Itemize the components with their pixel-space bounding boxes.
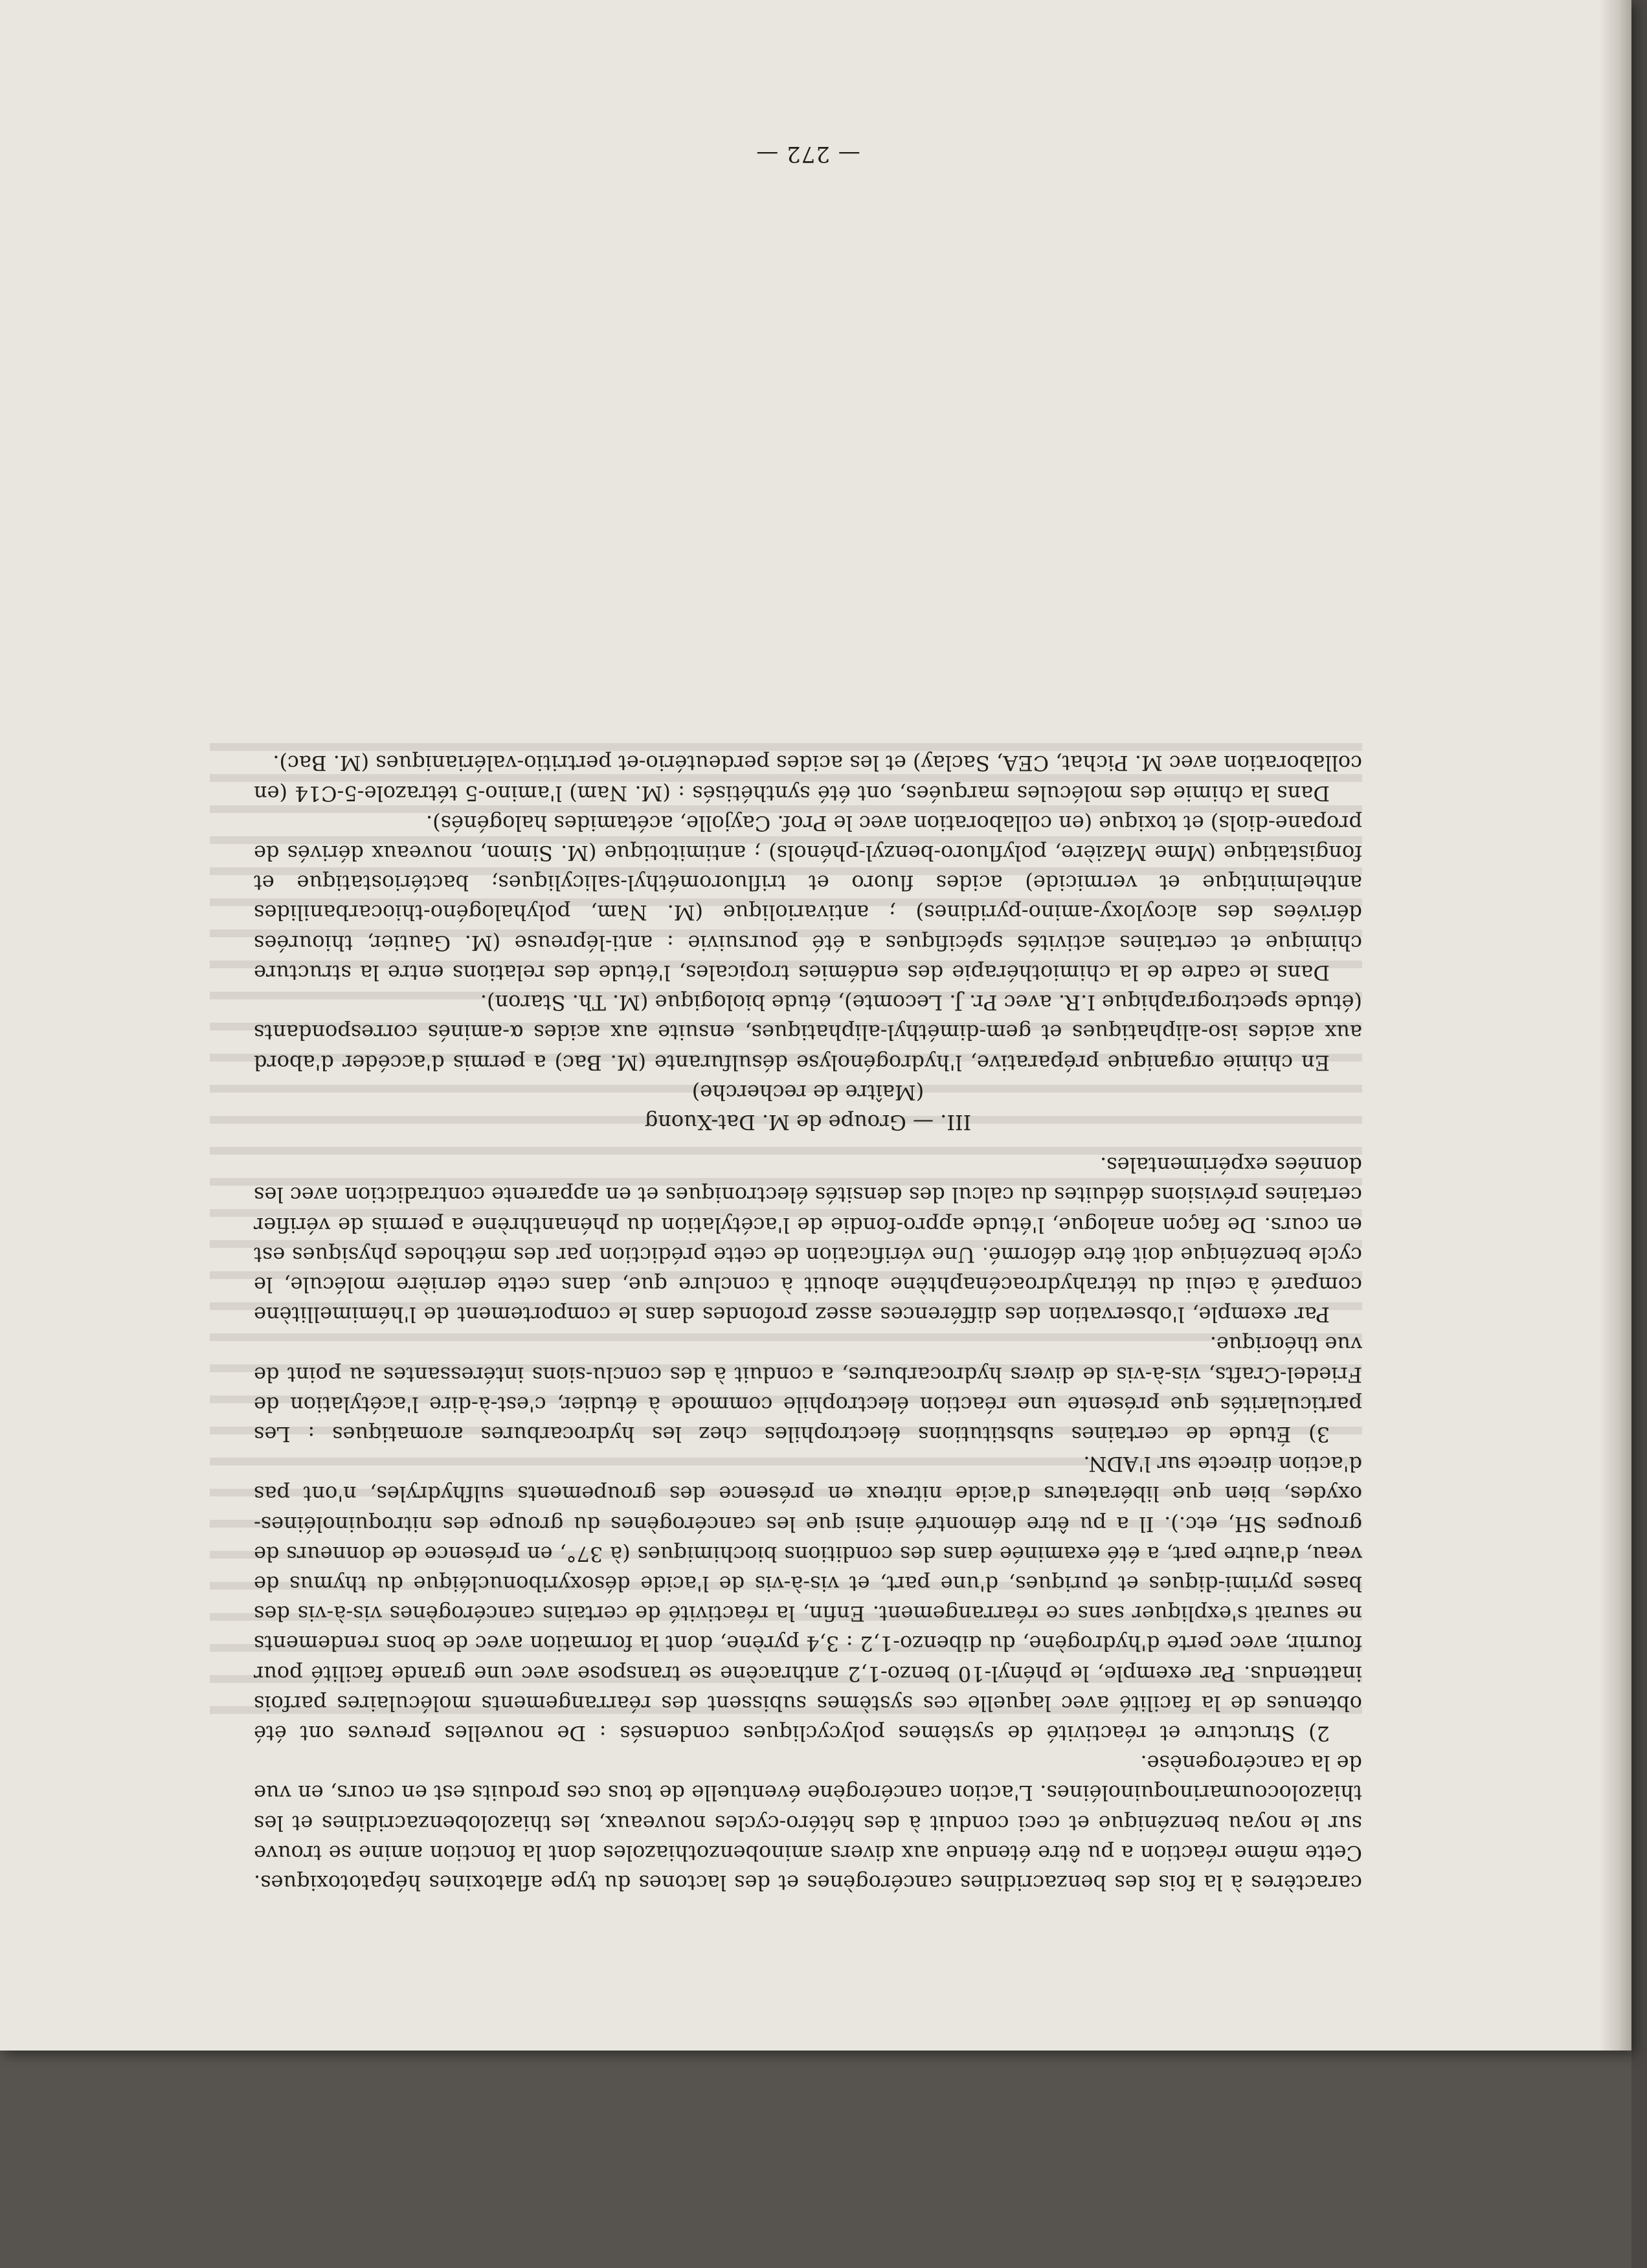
paragraph-preparative-chemistry: En chimie organique préparative, l'hydrogénolyse désulfurante (M. Bac) a permis d'accéder d'abord aux acides iso-aliphatiques et gem-diméthyl-aliphatiques, ensuite aux acides α-aminés correspondants (étude spectrographique I.R. avec Pr. J. Lecomte), étude biologique (M. Th. Staron). xyxy=(254,990,1362,1075)
page-body-text xyxy=(254,748,1362,1898)
paper-edge-shadow xyxy=(1599,0,1631,2051)
paragraph-electrophilic-substitution: 3) Étude de certaines substitutions électrophiles chez les hydrocarbures aromatiques : Les particularités que présente une réaction électrophile commode à étudier, c'est-à-dire l'acétylation de Friedel-Crafts, vis-à-vis de divers hydrocarbures, a conduit à des conclu-sions intéressantes au point de vue théorique. xyxy=(254,1332,1362,1447)
paragraph-example-acetylation: Par exemple, l'observation des différences assez profondes dans le comportement de l'hémimellitène comparé à celui du tétrahydroacénaphtène aboutit à conclure que, dans cette dernière molécule, le cycle benzénique doit être déformé. Une vérification de cette prédiction par des méthodes physiques est en cours. De façon analogue, l'étude appro-fondie de l'acétylation du phénanthrène a permis de vérifier certaines prévisions déduites du calcul des densités électroniques et en apparente contradiction avec les données expérimentales. xyxy=(254,1153,1362,1328)
section-heading: III. — Groupe de M. Dat-Xuong xyxy=(644,1109,972,1135)
paragraph-structure-reactivity: 2) Structure et réactivité de systèmes polycycliques condensés : De nouvelles preuves ont été obtenues de la facilité avec laquelle ces systèmes subissent des réarrangements moléculaires parfois inattendus. Par exemple, le phényl-10 benzo-1,2 anthracène se transpose avec une grande facilité pour fournir, avec perte d'hydrogène, du dibenzo-1,2 : 3,4 pyrène, dont la formation avec de bons rendements ne saurait s'expliquer sans ce réarrangement. Enfin, la réactivité de certains cancérogènes vis-à-vis des bases pyrimi-diques et puriques, d'une part, et vis-à-vis de l'acide désoxyribonucléique du thymus de veau, d'autre part, a été examinée dans des conditions biochimiques (à 37°, en présence de donneurs de groupes SH, etc.). Il a pu être démontré ainsi que les cancérogènes du groupe des nitroquinoléines-oxydes, bien que libérateurs d'acide nitreux en présence des groupements sulfhydryles, n'ont pas d'action directe sur l'ADN. xyxy=(254,1452,1362,1746)
paragraph-tropical-chemotherapy: Dans le cadre de la chimiothérapie des endémies tropicales, l'étude des relations entre la structure chimique et certaines activités spécifiques a été poursuivie : anti-lépreuse (M. Gautier, thiourées dérivées des alcoyloxy-amino-pyridines) ; antivariolique (M. Nam, polyhalogéno-thiocarbanilides anthelmintique et vermicide) acides fluoro et trifluorométhyl-salicyliques; bactériostatique et fongistatique (Mme Mazière, polyfluoro-benzyl-phénols) ; antimitotique (M. Simon, nouveaux dérivés de propane-diols) et toxique (en collaboration avec le Prof. Cayjolle, acétamides halogénés). xyxy=(254,810,1362,985)
section-subtitle: (Maître de recherche) xyxy=(691,1080,924,1105)
page-number: — 272 — xyxy=(756,141,860,167)
paragraph-labelled-molecules: Dans la chimie des molécules marquées, ont été synthétisés : (M. Nam) l'amino-5 tétrazole-5-C14 (en collaboration avec M. Pichat, CEA, Saclay) et les acides perdeutério-et pertritio-valérianiques (M. Bac). xyxy=(254,751,1362,806)
rotated-page xyxy=(65,0,1582,2051)
paragraph-continuation: caractères à la fois des benzacridines cancérogènes et des lactones du type aflatoxines hépatotoxiques. Cette même réaction a pu être étendue aux divers aminobenzothiazoles dont la fonction amine se trouve sur le noyau benzénique et ceci conduit à des hétéro-cycles nouveaux, les thiazolobenzacridines et les thiazolocoumarinoquinoléines. L'action cancérogène éventuelle de tous ces produits est en cours, en vue de la cancérogenèse. xyxy=(254,1751,1362,1895)
